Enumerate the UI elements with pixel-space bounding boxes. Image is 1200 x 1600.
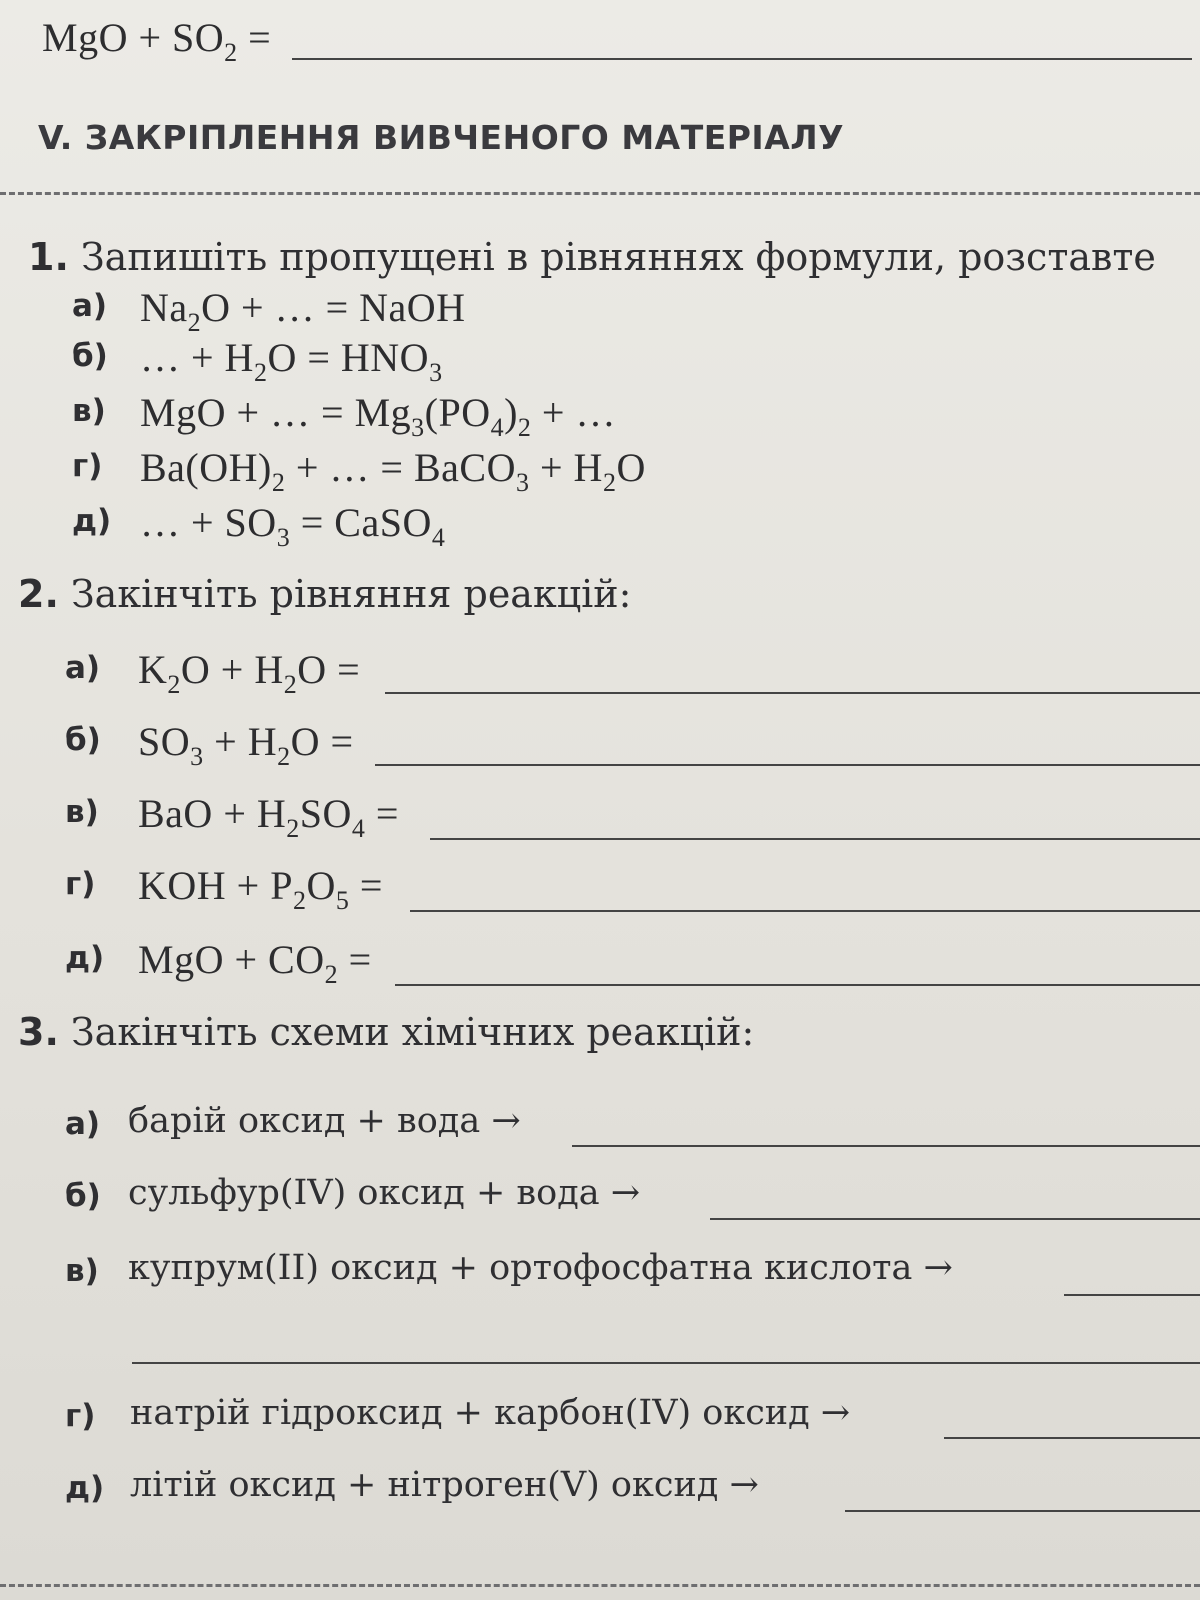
task-3v-label: в) <box>65 1253 99 1289</box>
task-1g-equation: $Ba(OH)_2$ + … = BaCO$_3$ + $H_2O$ <box>140 445 646 497</box>
task-2g-equation: KOH + $P_2O_5$ = <box>138 863 383 915</box>
task-2v-label: в) <box>65 794 99 830</box>
task-3g-answer-line[interactable] <box>944 1437 1200 1439</box>
task-3a-label: а) <box>65 1106 101 1142</box>
task-3a-scheme: барій оксид + вода → <box>128 1101 521 1141</box>
task-2g-answer-line[interactable] <box>410 910 1200 912</box>
task-2v-equation: BaO + $H_2SO_4$ = <box>138 791 399 843</box>
answer-line[interactable] <box>292 58 1192 60</box>
task-2b-answer-line[interactable] <box>375 764 1200 766</box>
task-2d-answer-line[interactable] <box>395 984 1200 986</box>
task-1v-equation: MgO + … = $Mg_3(PO_4)_2$ + … <box>140 390 616 442</box>
task-3d-label: д) <box>65 1470 105 1506</box>
task-3b-answer-line[interactable] <box>710 1218 1200 1220</box>
top-equation: MgO + $SO_2$ = <box>42 15 272 67</box>
task-1a-label: а) <box>72 288 108 324</box>
task-1-heading: 1. Запишіть пропущені в рівняннях формули, розставте <box>28 235 1156 279</box>
task-2a-equation: $K_2O + H_2O$ = <box>138 647 361 699</box>
task-3b-label: б) <box>65 1178 101 1214</box>
task-1b-equation: … + $H_2O = HNO_3$ <box>140 335 443 387</box>
task-2d-equation: MgO + $CO_2$ = <box>138 937 372 989</box>
task-2g-label: г) <box>65 866 96 902</box>
task-3-heading: 3. Закінчіть схеми хімічних реакцій: <box>18 1010 755 1054</box>
task-1b-label: б) <box>72 338 108 374</box>
task-3g-label: г) <box>65 1398 96 1434</box>
task-2v-answer-line[interactable] <box>430 838 1200 840</box>
task-3g-scheme: натрій гідроксид + карбон(IV) оксид → <box>130 1393 851 1433</box>
task-3d-answer-line[interactable] <box>845 1510 1200 1512</box>
dashed-divider-bottom <box>0 1584 1200 1587</box>
task-2a-label: а) <box>65 650 101 686</box>
task-3v-answer-line-2[interactable] <box>132 1362 1200 1364</box>
task-1d-label: д) <box>72 503 112 539</box>
task-3v-answer-line[interactable] <box>1064 1294 1200 1296</box>
task-3b-scheme: сульфур(IV) оксид + вода → <box>128 1173 641 1213</box>
task-1v-label: в) <box>72 393 106 429</box>
task-3v-scheme: купрум(II) оксид + ортофосфатна кислота → <box>128 1248 953 1288</box>
task-2-heading: 2. Закінчіть рівняння реакцій: <box>18 572 632 616</box>
dashed-divider-top <box>0 192 1200 195</box>
task-2d-label: д) <box>65 940 105 976</box>
task-1d-equation: … + $SO_3$ = CaSO$_4$ <box>140 500 446 552</box>
task-3d-scheme: літій оксид + нітроген(V) оксид → <box>130 1465 759 1505</box>
task-2b-label: б) <box>65 722 101 758</box>
task-3a-answer-line[interactable] <box>572 1145 1200 1147</box>
section-title: V. ЗАКРІПЛЕННЯ ВИВЧЕНОГО МАТЕРІАЛУ <box>38 118 845 157</box>
task-1a-equation: $Na_2O$ + … = NaOH <box>140 285 466 337</box>
task-2b-equation: $SO_3 + H_2O$ = <box>138 719 354 771</box>
task-2a-answer-line[interactable] <box>385 692 1200 694</box>
task-1g-label: г) <box>72 448 103 484</box>
